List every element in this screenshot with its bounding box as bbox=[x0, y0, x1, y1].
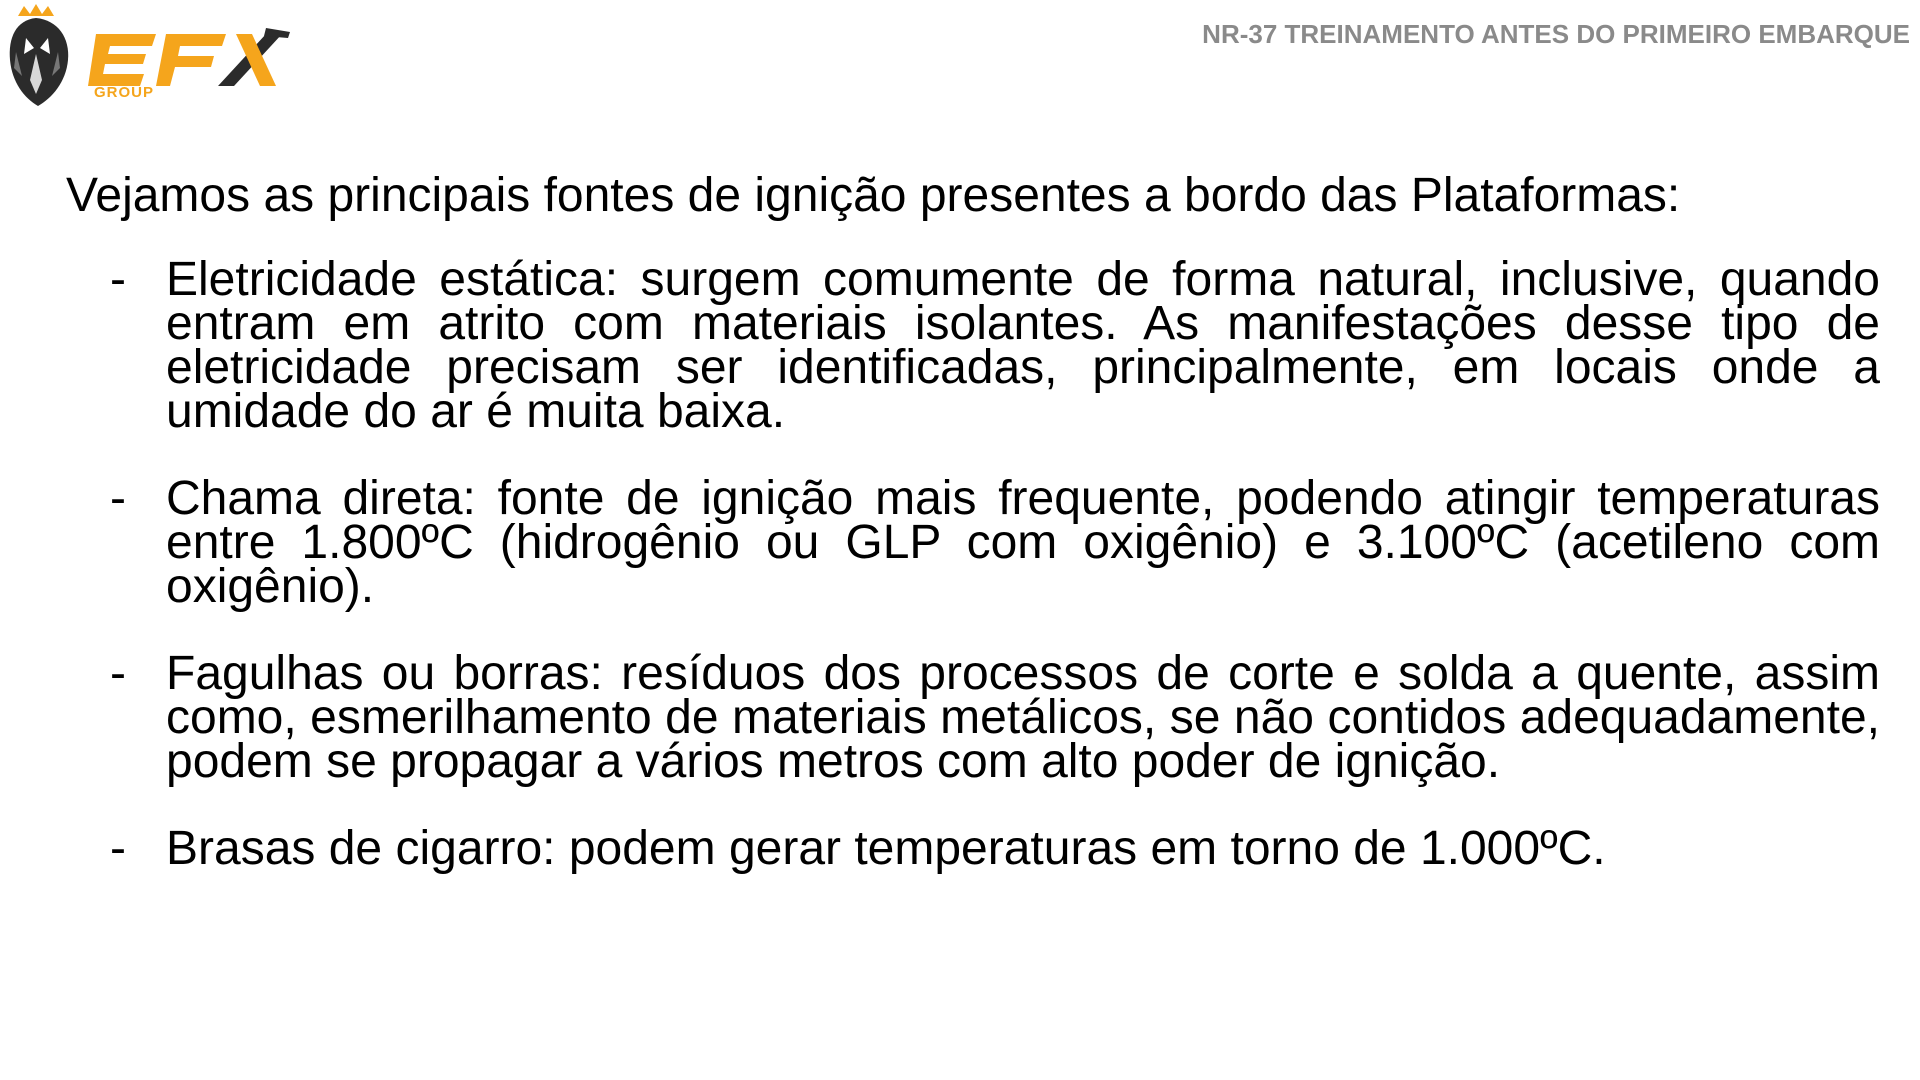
ignition-sources-list bbox=[110, 253, 1880, 914]
list-item-text: Chama direta: fonte de ignição mais frequente, podendo atingir temperaturas entre 1.800ºC (hidrogênio ou GLP com oxigênio) e 3.100ºC (acetileno com oxigênio). bbox=[166, 472, 1880, 613]
intro-text: Vejamos as principais fontes de ignição presentes a bordo das Plataformas: bbox=[66, 169, 1681, 222]
list-item-text: Brasas de cigarro: podem gerar temperaturas em torno de 1.000ºC. bbox=[166, 822, 1606, 875]
efx-group-logo bbox=[4, 2, 294, 112]
lion-head-icon bbox=[10, 4, 69, 106]
bullet-marker: - bbox=[110, 822, 126, 875]
page-header-title: NR-37 TREINAMENTO ANTES DO PRIMEIRO EMBARQUE bbox=[1202, 19, 1910, 49]
list-item-text: Eletricidade estática: surgem comumente de forma natural, inclusive, quando entram em atrito com materiais isolantes. As manifestações desse tipo de eletricidade precisam ser identificadas, principalmente, em locais onde a umidade do ar é muita baixa. bbox=[166, 253, 1880, 438]
list-item-brasas-cigarro bbox=[110, 822, 1880, 875]
list-item-eletricidade-estatica bbox=[110, 253, 1880, 438]
bullet-marker: - bbox=[110, 253, 126, 306]
efx-letters bbox=[88, 28, 290, 86]
list-item-fagulhas-borras bbox=[110, 647, 1880, 788]
bullet-marker: - bbox=[110, 472, 126, 525]
list-item-text: Fagulhas ou borras: resíduos dos processos de corte e solda a quente, assim como, esmerilhamento de materiais metálicos, se não contidos adequadamente, podem se propagar a vários metros com alto poder de ignição. bbox=[166, 647, 1880, 788]
bullet-marker: - bbox=[110, 647, 126, 700]
list-item-chama-direta bbox=[110, 472, 1880, 613]
logo-subtext: GROUP bbox=[94, 84, 155, 101]
